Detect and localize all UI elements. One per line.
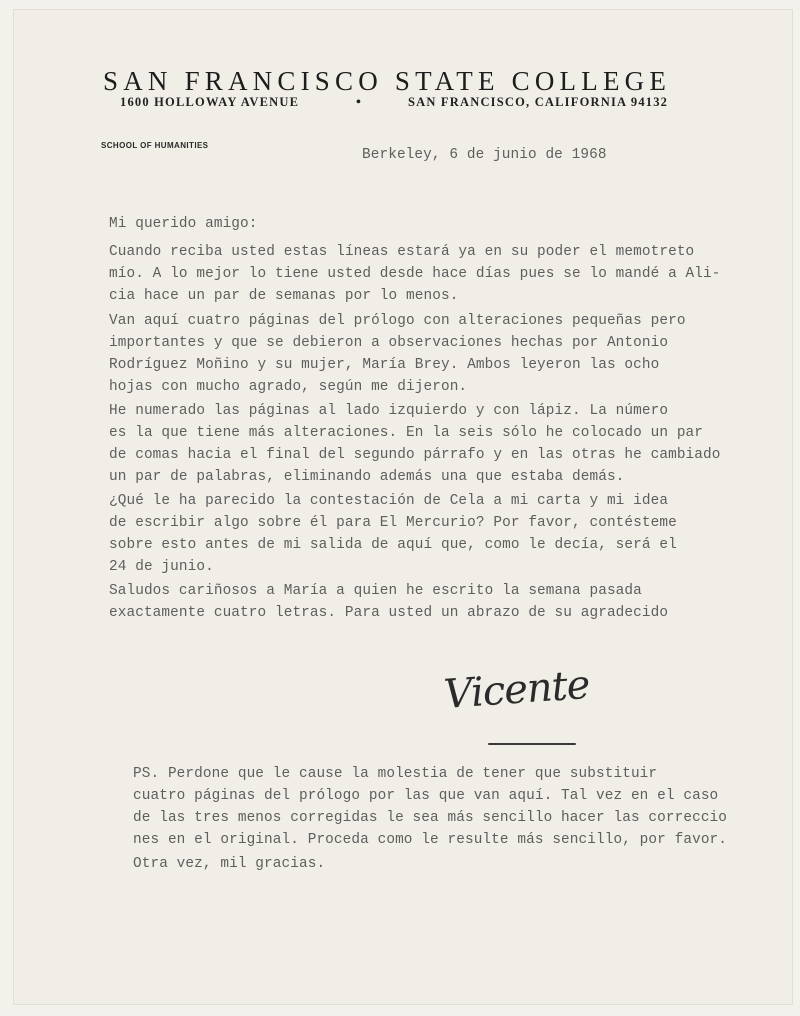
body-line-14: sobre esto antes de mi salida de aquí que, como le decía, será el xyxy=(109,537,677,553)
body-line-8: He numerado las páginas al lado izquierdo y con lápiz. La número xyxy=(109,403,669,419)
letterhead-title: SAN FRANCISCO STATE COLLEGE xyxy=(103,66,672,96)
body-line-7: hojas con mucho agrado, según me dijeron. xyxy=(109,379,468,395)
ps-line-1: PS. Perdone que le cause la molestia de tener que substituir xyxy=(133,766,658,782)
body-line-2: mío. A lo mejor lo tiene usted desde hace días pues se lo mandé a Ali- xyxy=(109,266,721,282)
body-line-1: Cuando reciba usted estas líneas estará ya en su poder el memotreto xyxy=(109,244,695,260)
ps-line-4: nes en el original. Proceda como le resulte más sencillo, por favor. xyxy=(133,832,728,848)
body-line-5: importantes y que se debieron a observaciones hechas por Antonio xyxy=(109,335,669,351)
body-line-11: un par de palabras, eliminando además una que estaba demás. xyxy=(109,469,625,485)
body-line-15: 24 de junio. xyxy=(109,559,214,575)
body-line-16: Saludos cariñosos a María a quien he escrito la semana pasada xyxy=(109,583,642,599)
body-line-6: Rodríguez Moñino y su mujer, María Brey. Ambos leyeron las ocho xyxy=(109,357,660,373)
body-line-10: de comas hacia el final del segundo párrafo y en las otras he cambiado xyxy=(109,447,721,463)
body-line-9: es la que tiene más alteraciones. En la seis sólo he colocado un par xyxy=(109,425,704,441)
ps-line-5: Otra vez, mil gracias. xyxy=(133,856,326,872)
ps-line-2: cuatro páginas del prólogo por las que van aquí. Tal vez en el caso xyxy=(133,788,719,804)
body-line-13: de escribir algo sobre él para El Mercurio? Por favor, contésteme xyxy=(109,515,677,531)
body-line-4: Van aquí cuatro páginas del prólogo con alteraciones pequeñas pero xyxy=(109,313,686,329)
signature-underline xyxy=(488,743,576,745)
body-line-17: exactamente cuatro letras. Para usted un abrazo de su agradecido xyxy=(109,605,669,621)
body-line-12: ¿Qué le ha parecido la contestación de Cela a mi carta y mi idea xyxy=(109,493,669,509)
ps-line-3: de las tres menos corregidas le sea más sencillo hacer las correccio xyxy=(133,810,728,826)
school-name: SCHOOL OF HUMANITIES xyxy=(101,141,209,150)
signature: Vicente xyxy=(442,661,591,718)
letterhead-street: 1600 HOLLOWAY AVENUE xyxy=(120,95,300,109)
letterhead-city: SAN FRANCISCO, CALIFORNIA 94132 xyxy=(408,95,669,109)
letterhead-bullet: • xyxy=(356,95,363,110)
letter-salutation: Mi querido amigo: xyxy=(109,216,258,232)
body-line-3: cia hace un par de semanas por lo menos. xyxy=(109,288,459,304)
letter-date: Berkeley, 6 de junio de 1968 xyxy=(362,147,607,163)
